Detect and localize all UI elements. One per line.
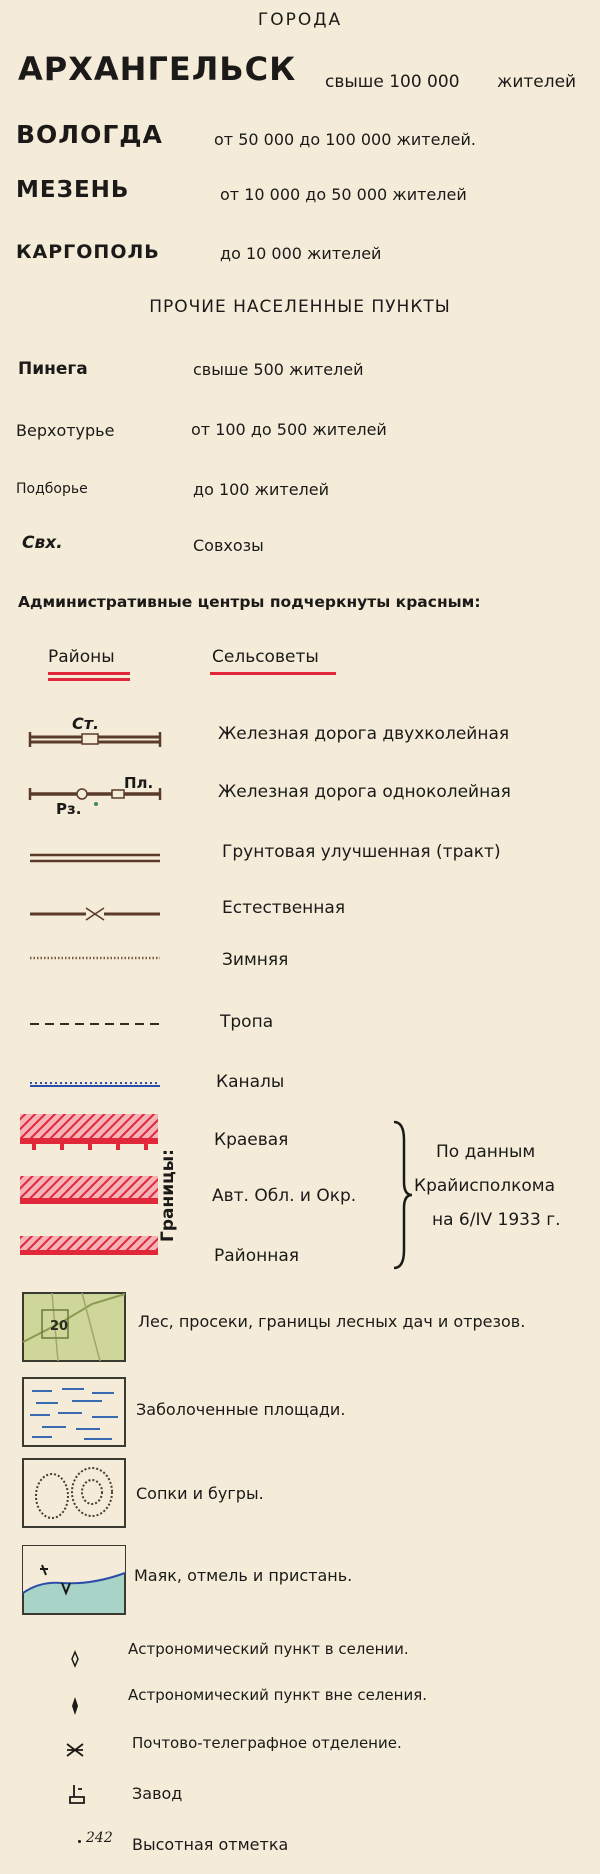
border-oblast-symbol bbox=[20, 1176, 158, 1204]
city-desc-large-2: жителей bbox=[497, 72, 577, 92]
city-desc-3: от 10 000 до 50 000 жителей bbox=[220, 185, 467, 204]
lighthouse-shoal-icon bbox=[22, 1545, 126, 1615]
forest-icon bbox=[22, 1292, 126, 1362]
admin-example-rayon: Районы bbox=[48, 647, 115, 667]
border-krai-symbol bbox=[20, 1114, 158, 1150]
elevation-dot bbox=[78, 1840, 81, 1843]
settlement-desc-4: Совхозы bbox=[193, 536, 264, 555]
brace-icon bbox=[390, 1120, 414, 1270]
city-desc-large: свыше 100 000 bbox=[325, 72, 460, 92]
lighthouse-label: Маяк, отмель и пристань. bbox=[134, 1566, 353, 1585]
admin-note: Административные центры подчеркнуты красным: bbox=[18, 593, 481, 611]
other-heading: ПРОЧИЕ НАСЕЛЕННЫЕ ПУНКТЫ bbox=[149, 297, 451, 317]
elevation-value: 242 bbox=[86, 1830, 113, 1846]
borders-label: Границы: bbox=[158, 1149, 178, 1242]
natural-road-symbol bbox=[30, 908, 160, 920]
natural-road-label: Естественная bbox=[222, 898, 346, 918]
astro-point-outside-icon bbox=[66, 1696, 84, 1716]
rail-single-label: Железная дорога одноколейная bbox=[218, 782, 511, 802]
factory-icon bbox=[68, 1783, 86, 1807]
road-symbols bbox=[20, 712, 170, 902]
forest-label: Лес, просеки, границы лесных дач и отрезов. bbox=[138, 1312, 526, 1331]
winter-road-label: Зимняя bbox=[222, 950, 289, 970]
factory-label: Завод bbox=[132, 1784, 183, 1803]
hills-icon bbox=[22, 1458, 126, 1528]
red-underline-double-2 bbox=[48, 678, 130, 681]
border-rayon-label: Районная bbox=[214, 1246, 299, 1266]
rail-platform-label: Пл. bbox=[124, 774, 154, 792]
city-desc-2: от 50 000 до 100 000 жителей. bbox=[214, 130, 476, 149]
border-symbols bbox=[18, 1110, 160, 1262]
settlement-desc-1: свыше 500 жителей bbox=[193, 360, 364, 379]
rail-siding-label: Рз. bbox=[56, 800, 82, 818]
dirt-improved-label: Грунтовая улучшенная (тракт) bbox=[222, 842, 501, 862]
elevation-label: Высотная отметка bbox=[132, 1835, 289, 1854]
border-oblast-label: Авт. Обл. и Окр. bbox=[212, 1186, 357, 1206]
settlement-name-3: Подборье bbox=[16, 481, 88, 497]
hills-label: Сопки и бугры. bbox=[136, 1484, 264, 1503]
settlement-name-4: Свх. bbox=[22, 533, 63, 553]
city-name-2: ВОЛОГДА bbox=[16, 120, 163, 149]
admin-example-selsovet: Сельсоветы bbox=[212, 647, 319, 667]
swamp-label: Заболоченные площади. bbox=[136, 1400, 346, 1419]
border-krai-label: Краевая bbox=[214, 1130, 289, 1150]
cities-heading: ГОРОДА bbox=[257, 10, 343, 30]
rail-double-label: Железная дорога двухколейная bbox=[218, 724, 510, 744]
red-underline-double bbox=[48, 672, 130, 675]
canals-label: Каналы bbox=[216, 1072, 285, 1092]
settlement-desc-3: до 100 жителей bbox=[193, 480, 330, 499]
path-label: Тропа bbox=[220, 1012, 274, 1032]
rail-station-label: Ст. bbox=[72, 714, 100, 733]
city-name-4: КАРГОПОЛЬ bbox=[16, 241, 160, 263]
dirt-improved-symbol bbox=[30, 855, 160, 861]
border-note-1: По данным bbox=[436, 1142, 536, 1162]
astro-in-label: Астрономический пункт в селении. bbox=[128, 1640, 409, 1658]
city-name-large: АРХАНГЕЛЬСК bbox=[18, 50, 297, 88]
red-underline-single bbox=[210, 672, 336, 675]
rail-double-symbol bbox=[30, 732, 160, 747]
swamp-icon bbox=[22, 1377, 126, 1447]
road-symbols-2 bbox=[20, 890, 170, 1100]
border-note-2: Крайисполкома bbox=[414, 1176, 556, 1196]
settlement-name-2: Верхотурье bbox=[16, 421, 115, 440]
svg-text:20: 20 bbox=[50, 1319, 69, 1334]
city-desc-4: до 10 000 жителей bbox=[220, 244, 382, 263]
astro-point-in-settlement-icon bbox=[66, 1650, 84, 1668]
border-rayon-symbol bbox=[20, 1236, 158, 1255]
canal-symbol bbox=[30, 1083, 160, 1086]
settlement-desc-2: от 100 до 500 жителей bbox=[191, 420, 387, 439]
city-name-3: МЕЗЕНЬ bbox=[16, 177, 130, 203]
post-label: Почтово-телеграфное отделение. bbox=[132, 1734, 402, 1752]
post-telegraph-icon bbox=[64, 1741, 86, 1759]
border-note-3: на 6/IV 1933 г. bbox=[432, 1210, 561, 1230]
astro-out-label: Астрономический пункт вне селения. bbox=[128, 1686, 427, 1704]
settlement-name-1: Пинега bbox=[18, 359, 88, 379]
